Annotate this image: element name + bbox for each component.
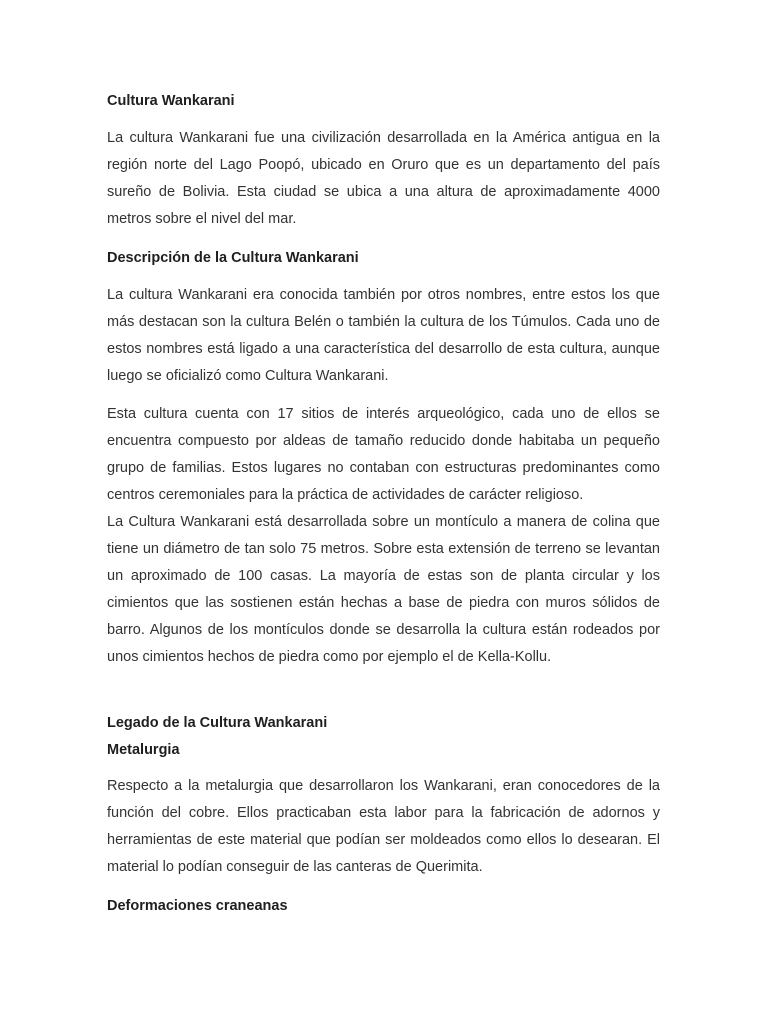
section-heading-cranial: Deformaciones craneanas: [107, 898, 288, 914]
description-paragraph-1: La cultura Wankarani era conocida también por otros nombres, entre estos los que más destacan son la cultura Belén o también la cultura de los Túmulos. Cada uno de estos nombres está ligado a una característica del desarrollo de esta cultura, aunque luego se oficializó como Cultura Wankarani.: [107, 287, 660, 384]
description-paragraph-3: La Cultura Wankarani está desarrollada sobre un montículo a manera de colina que tiene un diámetro de tan solo 75 metros. Sobre esta extensión de terreno se levantan un aproximado de 100 casas. La mayoría de estas son de planta circular y los cimientos que las sostienen están hechas a base de piedra con muros sólidos de barro. Algunos de los montículos donde se desarrolla la cultura están rodeados por unos cimientos hechos de piedra como por ejemplo el de Kella-Kollu.: [107, 514, 660, 665]
subheading-metalurgia: Metalurgia: [107, 742, 180, 758]
metalurgia-paragraph: Respecto a la metalurgia que desarrollaron los Wankarani, eran conocedores de la función del cobre. Ellos practicaban esta labor para la fabricación de adornos y herramientas de este material que podían ser moldeados como ellos lo desearan. El material lo podían conseguir de las canteras de Querimita.: [107, 778, 660, 875]
description-paragraph-2: Esta cultura cuenta con 17 sitios de interés arqueológico, cada uno de ellos se encuentra compuesto por aldeas de tamaño reducido donde habitaba un pequeño grupo de familias. Estos lugares no contaban con estructuras predominantes como centros ceremoniales para la práctica de actividades de carácter religioso.: [107, 406, 660, 503]
section-heading-description: Descripción de la Cultura Wankarani: [107, 250, 359, 266]
section-heading-legacy: Legado de la Cultura Wankarani: [107, 715, 328, 731]
document-title: Cultura Wankarani: [107, 93, 235, 109]
document-body: [107, 92, 660, 915]
intro-paragraph: La cultura Wankarani fue una civilización desarrollada en la América antigua en la región norte del Lago Poopó, ubicado en Oruro que es un departamento del país sureño de Bolivia. Esta ciudad se ubica a una altura de aproximadamente 4000 metros sobre el nivel del mar.: [107, 130, 660, 227]
